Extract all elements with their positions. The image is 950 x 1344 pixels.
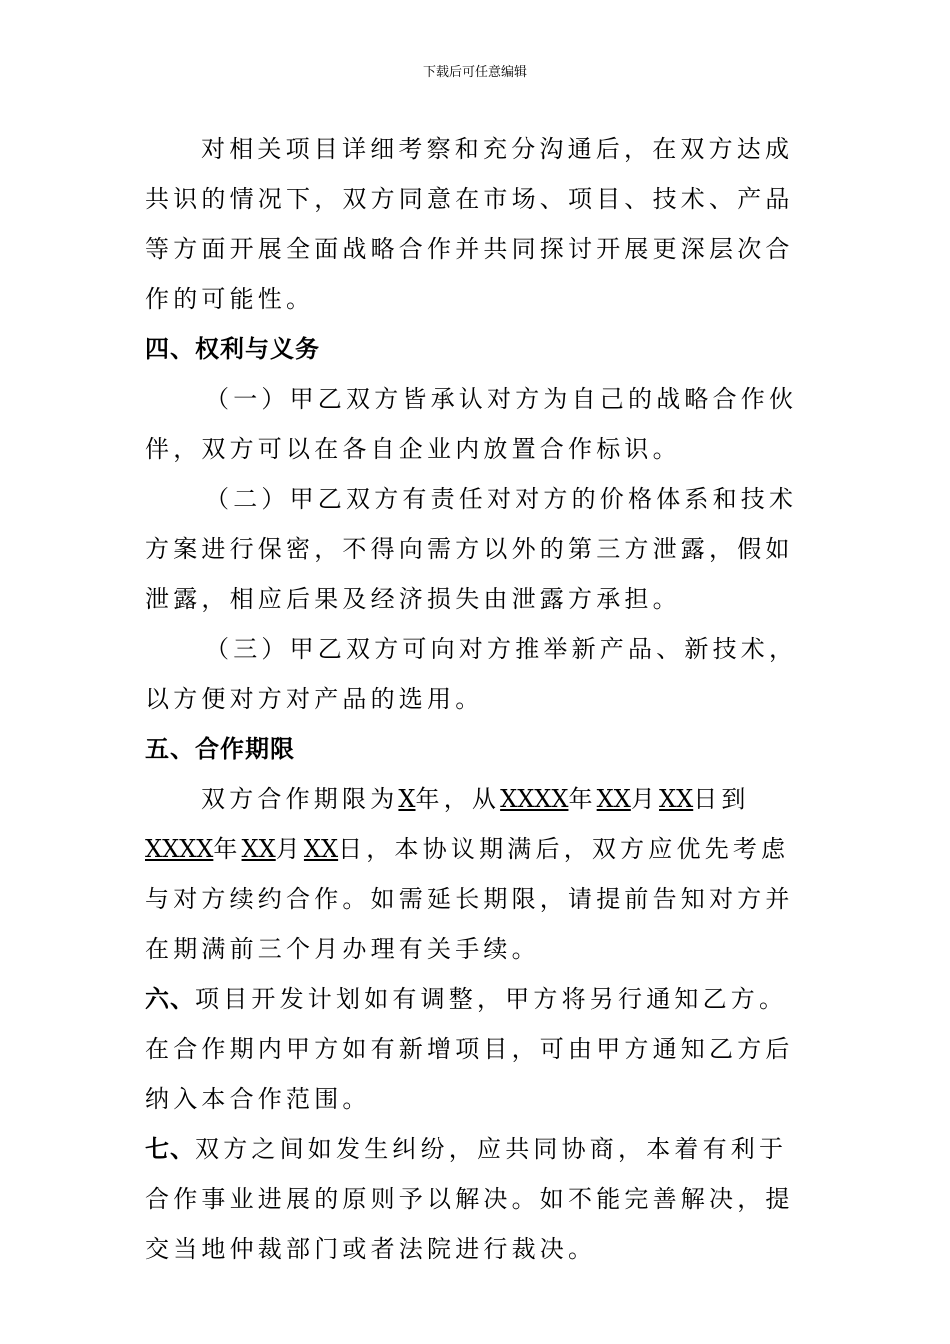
start-day-value: XX	[659, 785, 694, 813]
section-4-title: 四、权利与义务	[145, 335, 320, 363]
term-text-d: 月	[630, 785, 660, 813]
section-4-item-2: （二）甲乙双方有责任对对方的价格体系和技术方案进行保密，不得向需方以外的第三方泄露，假如泄露，相应后果及经济损失由泄露方承担。	[145, 485, 798, 613]
document-body	[145, 124, 810, 1274]
section-5-title: 五、合作期限	[145, 735, 295, 763]
term-text-a: 双方合作期限为	[201, 785, 399, 813]
page-header-note: 下载后可任意编辑	[422, 65, 527, 80]
end-month-value: XX	[241, 835, 276, 863]
term-text-g: 月	[275, 835, 304, 863]
end-day-value: XX	[303, 835, 339, 863]
term-text-c: 年	[568, 785, 597, 813]
intro-paragraph: 对相关项目详细考察和充分沟通后，在双方达成共识的情况下，双方同意在市场、项目、技术、产品等方面开展全面战略合作并共同探讨开展更深层次合作的可能性。	[145, 135, 794, 313]
start-month-value: XX	[596, 785, 631, 813]
term-text-e: 日到	[693, 785, 750, 813]
section-4-item-1: （一）甲乙双方皆承认对方为自己的战略合作伙伴，双方可以在各自企业内放置合作标识。	[145, 385, 798, 463]
section-6-paragraph	[145, 974, 810, 1124]
section-7-label: 七、	[145, 1135, 195, 1163]
section-6-text: 项目开发计划如有调整，甲方将另行通知乙方。在合作期内甲方如有新增项目，可由甲方通知乙方后纳入本合作范围。	[145, 985, 794, 1113]
section-7-text: 双方之间如发生纠纷，应共同协商，本着有利于合作事业进展的原则予以解决。如不能完善解决，提交当地仲裁部门或者法院进行裁决。	[145, 1135, 794, 1263]
start-year-value: XXXX	[500, 785, 569, 813]
term-text-b: 年，从	[415, 785, 501, 813]
section-7-paragraph	[145, 1124, 810, 1274]
section-5-paragraph	[145, 774, 810, 974]
term-text-h: 日，本协议期满后，双方应优先考虑与对方续约合作。如需延长期限，请提前告知对方并在期满前三个月办理有关手续。	[145, 835, 794, 963]
section-6-label: 六、	[145, 985, 195, 1013]
end-year-value: XXXX	[145, 835, 214, 863]
term-years-value: X	[398, 785, 416, 813]
section-4-item-3: （三）甲乙双方可向对方推举新产品、新技术，以方便对方对产品的选用。	[145, 635, 798, 713]
term-text-f: 年	[213, 835, 242, 863]
